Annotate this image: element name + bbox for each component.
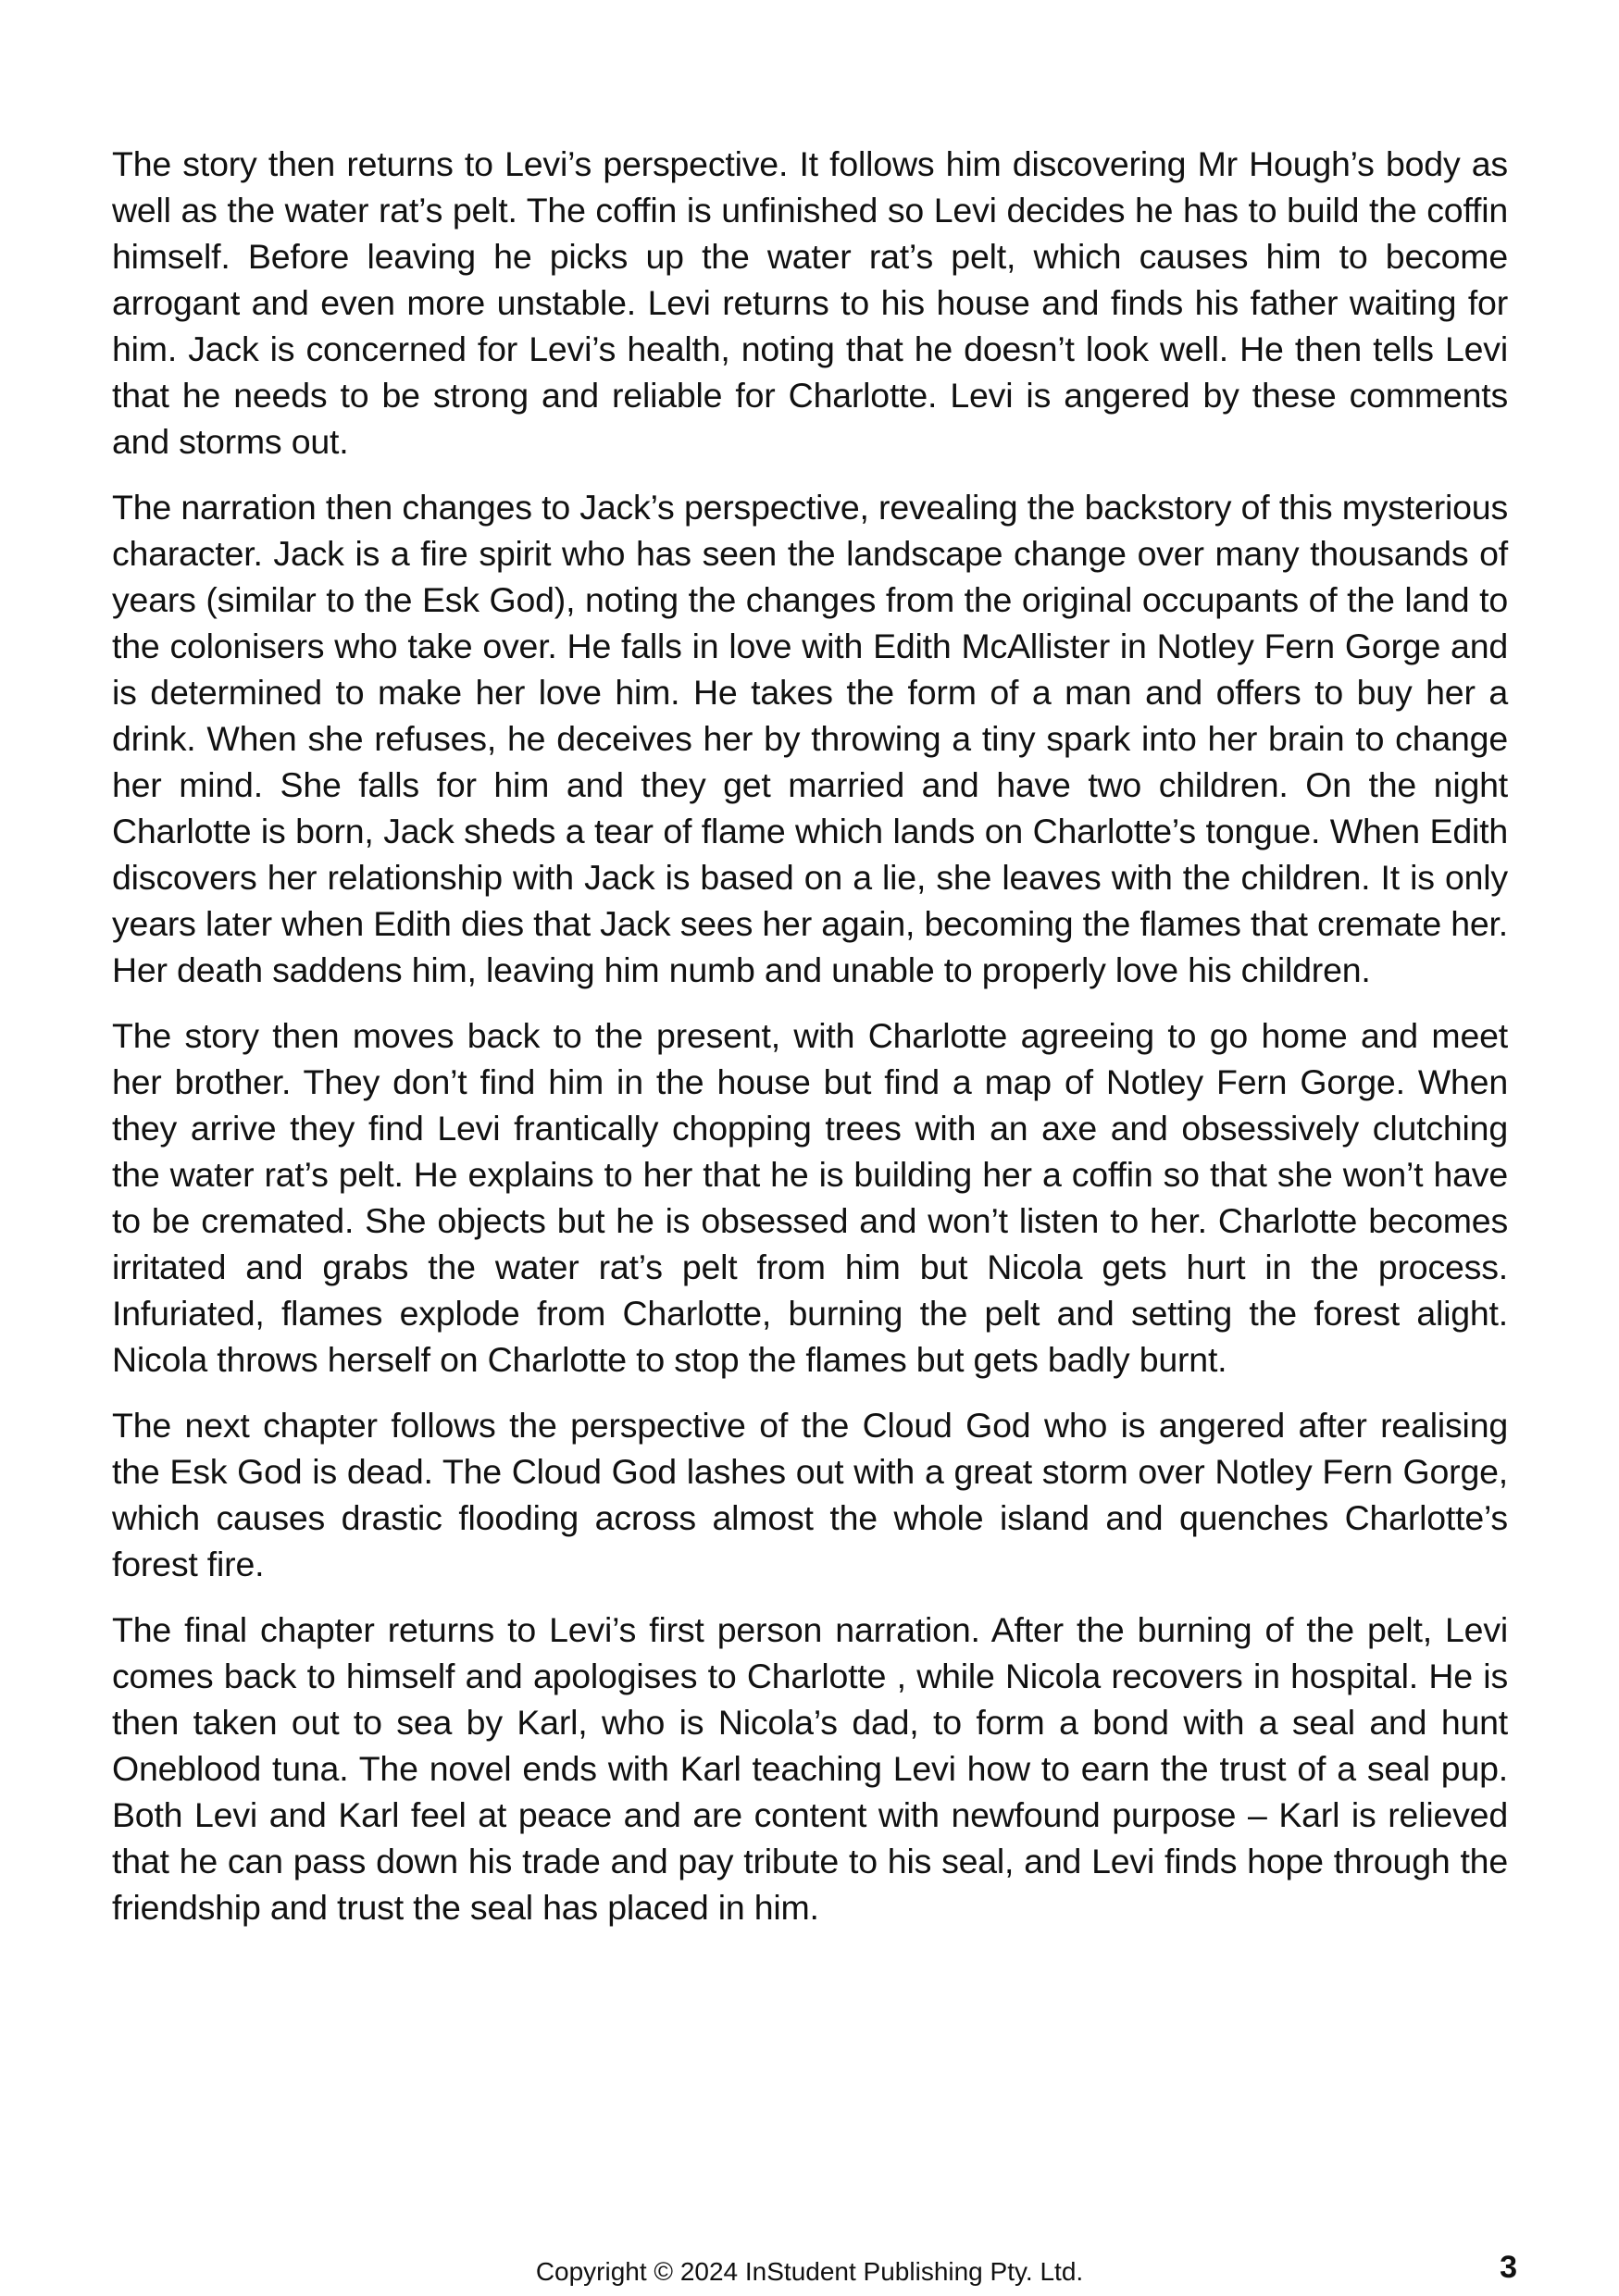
paragraph-cloud-god: The next chapter follows the perspective of the Cloud God who is angered after realising the Esk God is dead. The Cloud God lashes out with a great storm over Notley Fern Gorge, which causes drastic flooding across almost the whole island and quenches Charlotte’s forest fire. (112, 1406, 1508, 1583)
body-text (112, 141, 1508, 1950)
paragraph-final-chapter: The final chapter returns to Levi’s first person narration. After the burning of the pelt, Levi comes back to himself and apologises to Charlotte , while Nicola recovers in hospital. He is then taken out to sea by Karl, who is Nicola’s dad, to form a bond with a seal and hunt Oneblood tuna. The novel ends with Karl teaching Levi how to earn the trust of a seal pup. Both Levi and Karl feel at peace and are content with newfound purpose – Karl is relieved that he can pass down his trade and pay tribute to his seal, and Levi finds hope through the friendship and trust the seal has placed in him. (112, 1610, 1508, 1927)
paragraph-forest-fire: The story then moves back to the present, with Charlotte agreeing to go home and meet her brother. They don’t find him in the house but find a map of Notley Fern Gorge. When they arrive they find Levi frantically chopping trees with an axe and obsessively clutching the water rat’s pelt. He explains to her that he is building her a coffin so that she won’t have to be cremated. She objects but he is obsessed and won’t listen to her. Charlotte becomes irritated and grabs the water rat’s pelt from him but Nicola gets hurt in the process. Infuriated, flames explode from Charlotte, burning the pelt and setting the forest alight. Nicola throws herself on Charlotte to stop the flames but gets badly burnt. (112, 1016, 1508, 1379)
page-number: 3 (1500, 2250, 1517, 2285)
footer-copyright: Copyright © 2024 InStudent Publishing Pty. Ltd. (535, 2257, 1084, 2286)
paragraph-jack-backstory: The narration then changes to Jack’s perspective, revealing the backstory of this mysterious character. Jack is a fire spirit who has seen the landscape change over many thousands of years (similar to the Esk God), noting the changes from the original occupants of the land to the colonisers who take over. He falls in love with Edith McAllister in Notley Fern Gorge and is determined to make her love him. He takes the form of a man and offers to buy her a drink. When she refuses, he deceives her by throwing a tiny spark into her brain to change her mind. She falls for him and they get married and have two children. On the night Charlotte is born, Jack sheds a tear of flame which lands on Charlotte’s tongue. When Edith discovers her relationship with Jack is based on a lie, she leaves with the children. It is only years later when Edith dies that Jack sees her again, becoming the flames that cremate her. Her death saddens him, leaving him numb and unable to properly love his children. (112, 488, 1508, 989)
paragraph-levi-returns: The story then returns to Levi’s perspective. It follows him discovering Mr Hough’s body as well as the water rat’s pelt. The coffin is unfinished so Levi decides he has to build the coffin himself. Before leaving he picks up the water rat’s pelt, which causes him to become arrogant and even more unstable. Levi returns to his house and finds his father waiting for him. Jack is concerned for Levi’s health, noting that he doesn’t look well. He then tells Levi that he needs to be strong and reliable for Charlotte. Levi is angered by these comments and storms out. (112, 144, 1508, 461)
